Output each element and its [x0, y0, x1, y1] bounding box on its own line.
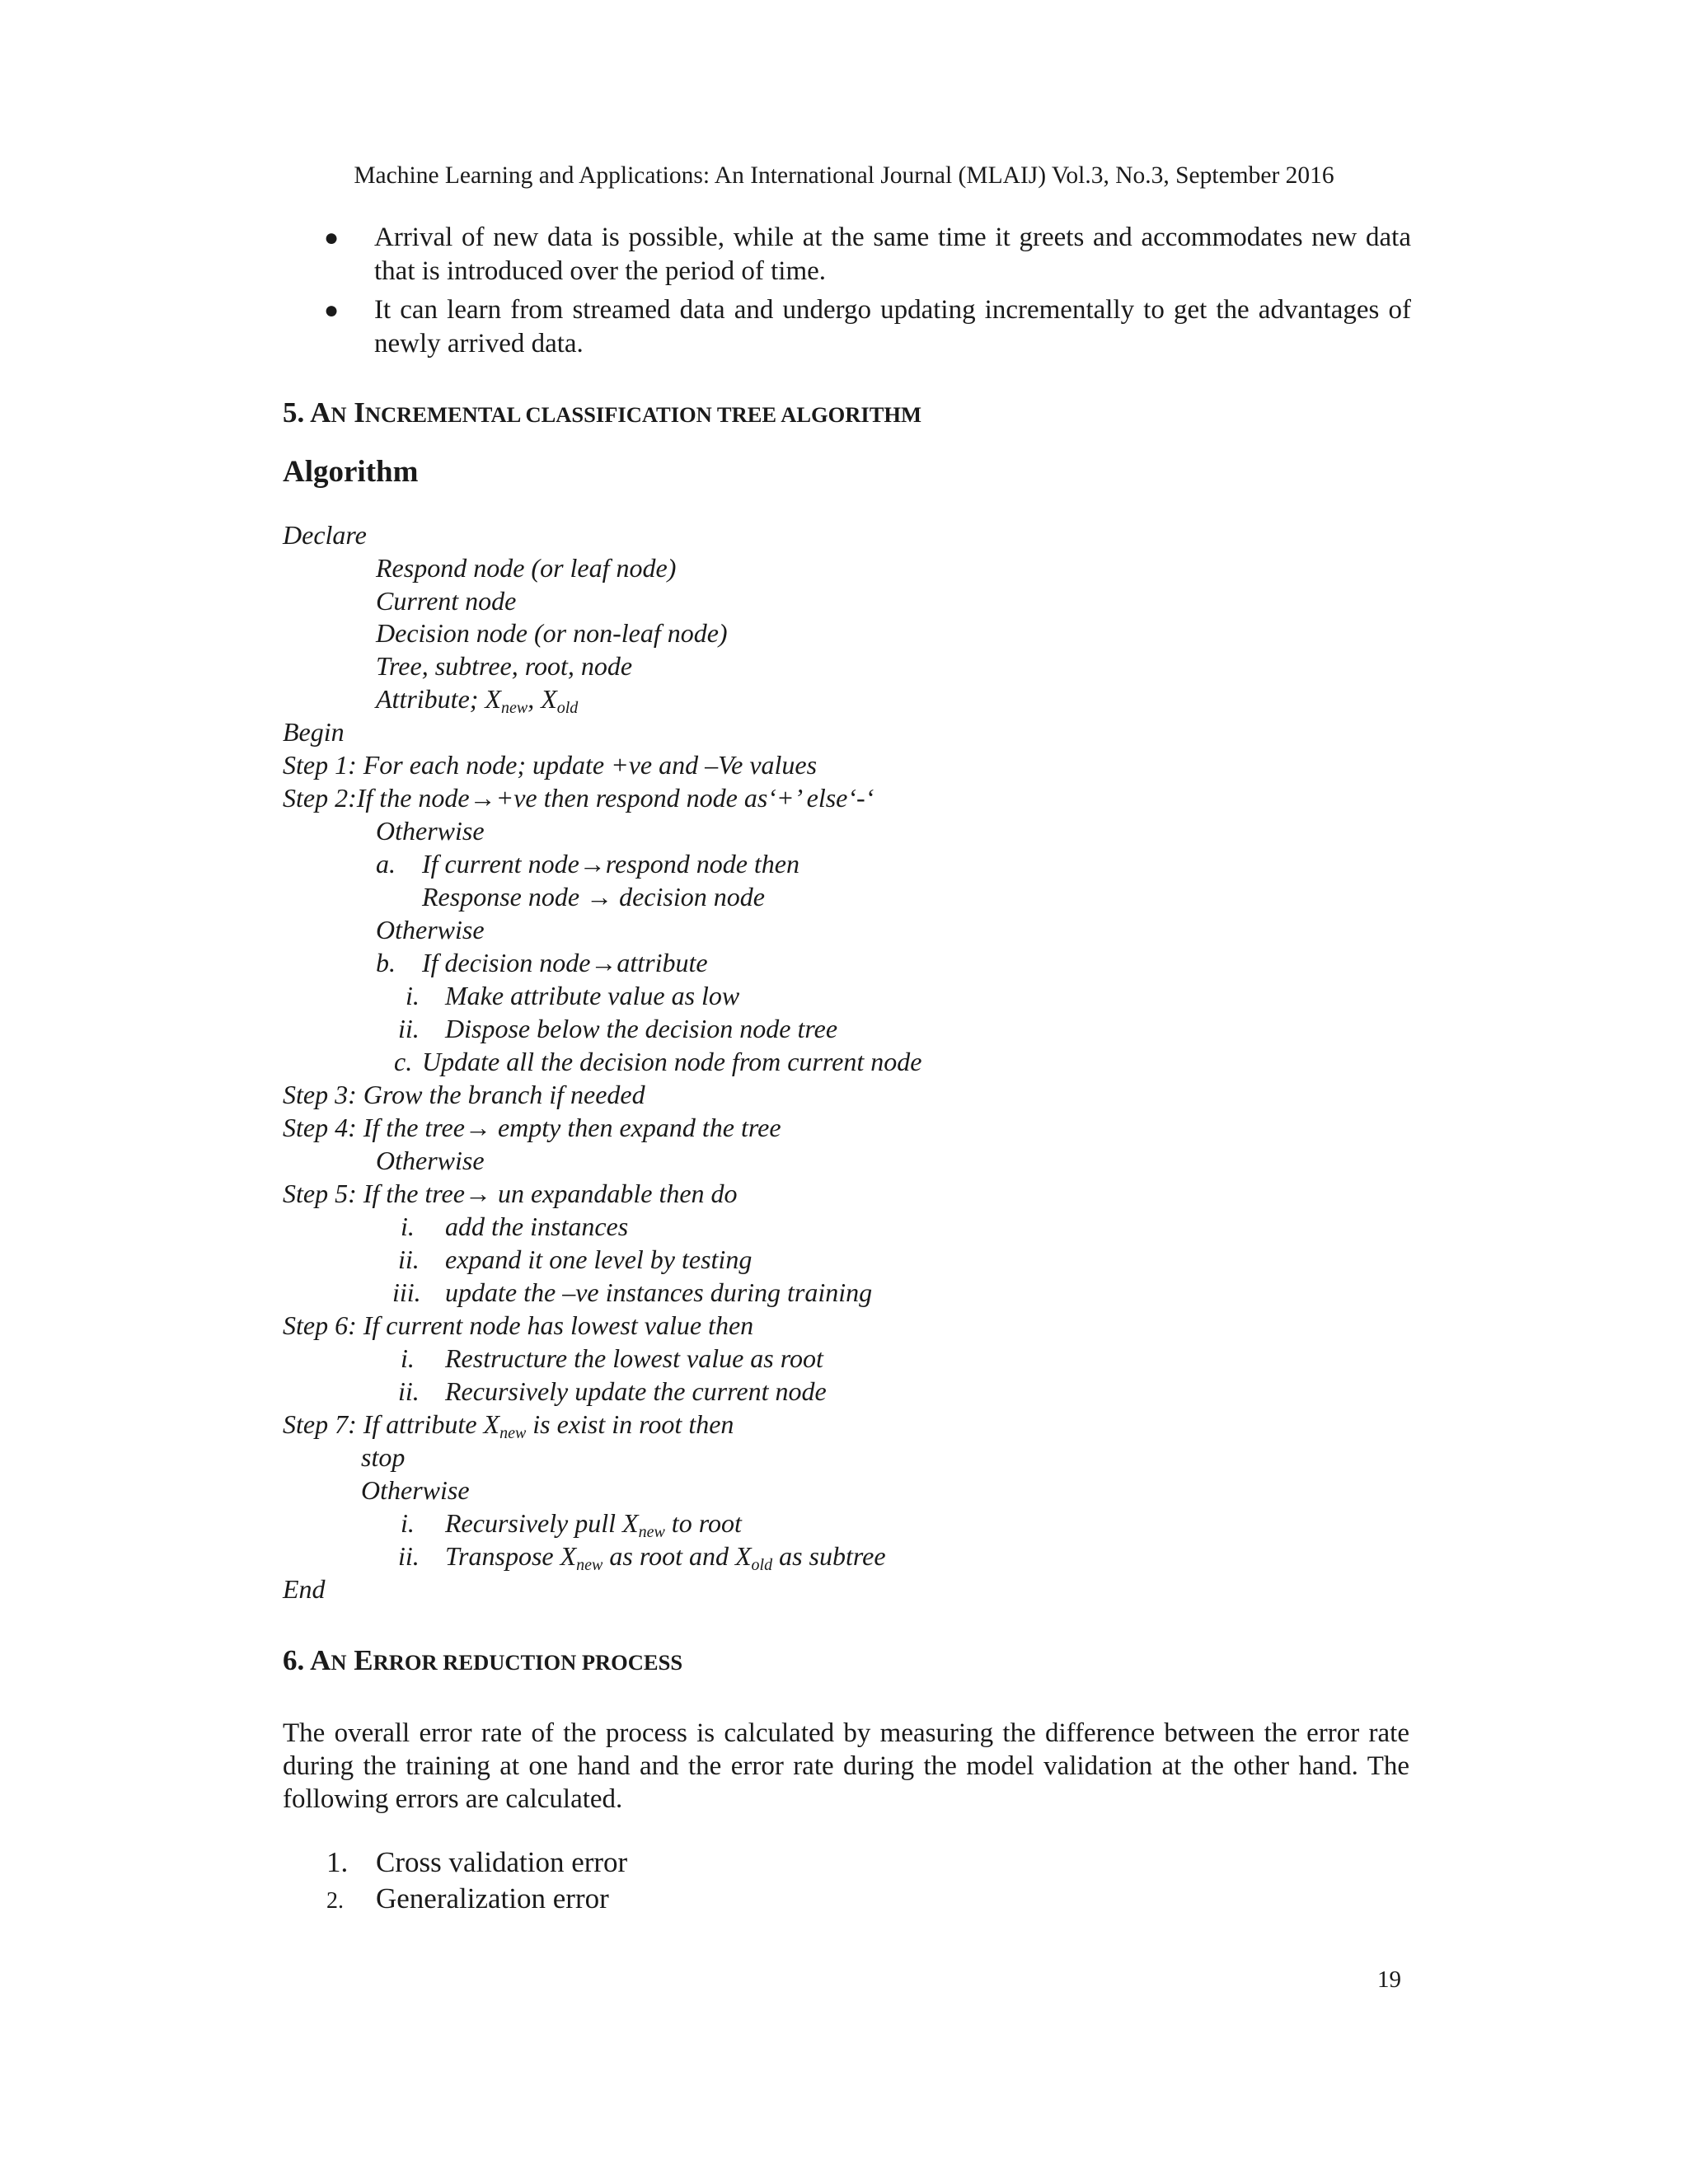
declare-item: Current node: [376, 586, 517, 616]
step-4: Step 4: If the tree→ empty then expand the tree: [283, 1113, 781, 1142]
bullet-text: Arrival of new data is possible, while at the same time it greets and accommodates new data that is introduced over the period of time.: [374, 223, 1411, 286]
step-2b-i-label: i.: [406, 981, 420, 1010]
step-2c-label: c.: [394, 1047, 413, 1076]
bullet-text: It can learn from streamed data and undergo updating incrementally to get the advantages of newly arrived data.: [374, 295, 1411, 359]
running-header: Machine Learning and Applications: An International Journal (MLAIJ) Vol.3, No.3, September 2016: [354, 162, 1334, 189]
step-6-ii-label: ii.: [398, 1376, 420, 1406]
step-2b: b.: [376, 948, 396, 977]
step-2b-text: If decision node→attribute: [422, 948, 708, 977]
page-number: 19: [1377, 1966, 1401, 1993]
end-line: End: [283, 1574, 326, 1604]
step-2b-ii-text: Dispose below the decision node tree: [445, 1014, 838, 1043]
step-2a-text: If current node→respond node then: [422, 849, 799, 879]
arrow-icon: →: [469, 783, 496, 813]
step-6-i-text: Restructure the lowest value as root: [445, 1343, 823, 1373]
bullet-icon: ●: [324, 297, 340, 324]
otherwise-line: Otherwise: [376, 915, 485, 944]
list-item: 2. Generalization error: [326, 1882, 609, 1915]
step-7-i-label: i.: [401, 1508, 415, 1538]
step-2c-text: Update all the decision node from current node: [422, 1047, 922, 1076]
step-7-i-text: Recursively pull $X_{new}$ to root: [445, 1508, 742, 1541]
step-5-ii-text: expand it one level by testing: [445, 1244, 753, 1274]
step-6: Step 6: If current node has lowest value then: [283, 1310, 754, 1340]
step-5-i-label: i.: [401, 1212, 415, 1241]
algorithm-heading: Algorithm: [283, 455, 419, 489]
arrow-icon: →: [579, 849, 606, 879]
stop-line: stop: [361, 1442, 406, 1472]
step-2a: a.: [376, 849, 396, 879]
step-6-ii-text: Recursively update the current node: [445, 1376, 827, 1406]
step-5-i-text: add the instances: [445, 1212, 629, 1241]
step-7: Step 7: If attribute $X_{new}$ is exist in root then: [283, 1409, 734, 1442]
step-2a-cont: Response node → decision node: [422, 882, 765, 912]
step-2b-ii-label: ii.: [398, 1014, 420, 1043]
step-7-ii-text: Transpose $X_{new}$ as root and $X_{old}$ as subtree: [445, 1541, 886, 1574]
body-paragraph: The overall error rate of the process is calculated by measuring the difference between the error rate during the training at one hand and the error rate during the model validation at the other hand. The following errors are calculated.: [283, 1718, 1409, 1814]
step-7-ii-label: ii.: [398, 1541, 420, 1571]
begin-line: Begin: [283, 717, 345, 747]
step-5-ii-label: ii.: [398, 1244, 420, 1274]
section-6-title: 6. AN ERROR REDUCTION PROCESS: [283, 1644, 683, 1676]
declare-item: Tree, subtree, root, node: [376, 651, 633, 681]
bullet-icon: ●: [324, 224, 340, 251]
arrow-icon: →: [464, 1113, 491, 1142]
bullet-list: [315, 221, 1411, 366]
declare-item: Respond node (or leaf node): [376, 553, 677, 583]
bullet-item: [315, 293, 1411, 361]
arrow-icon: →: [464, 1179, 491, 1208]
step-5-iii-label: iii.: [392, 1277, 421, 1307]
otherwise-line: Otherwise: [376, 816, 485, 846]
declare-attribute-line: Attribute; $X_{new}$, $X_{old}$: [376, 684, 579, 717]
step-5-iii-text: update the –ve instances during training: [445, 1277, 873, 1307]
otherwise-line: Otherwise: [376, 1146, 485, 1175]
arrow-icon: →: [586, 882, 613, 912]
step-3: Step 3: Grow the branch if needed: [283, 1080, 645, 1109]
step-6-i-label: i.: [401, 1343, 415, 1373]
otherwise-line: Otherwise: [361, 1475, 470, 1505]
declare-item: Decision node (or non-leaf node): [376, 618, 728, 648]
declare-line: Declare: [283, 520, 367, 550]
section-5-title: 5. AN INCREMENTAL CLASSIFICATION TREE ALGORITHM: [283, 396, 922, 429]
arrow-icon: →: [590, 948, 617, 977]
bullet-item: [315, 221, 1411, 288]
step-1: Step 1: For each node; update +ve and –Ve values: [283, 750, 818, 780]
step-2: Step 2:If the node→+ve then respond node as‘+’ else‘-‘: [283, 783, 874, 813]
step-5: Step 5: If the tree→ un expandable then do: [283, 1179, 738, 1208]
step-2b-i-text: Make attribute value as low: [445, 981, 740, 1010]
list-item: 1. Cross validation error: [326, 1846, 628, 1878]
